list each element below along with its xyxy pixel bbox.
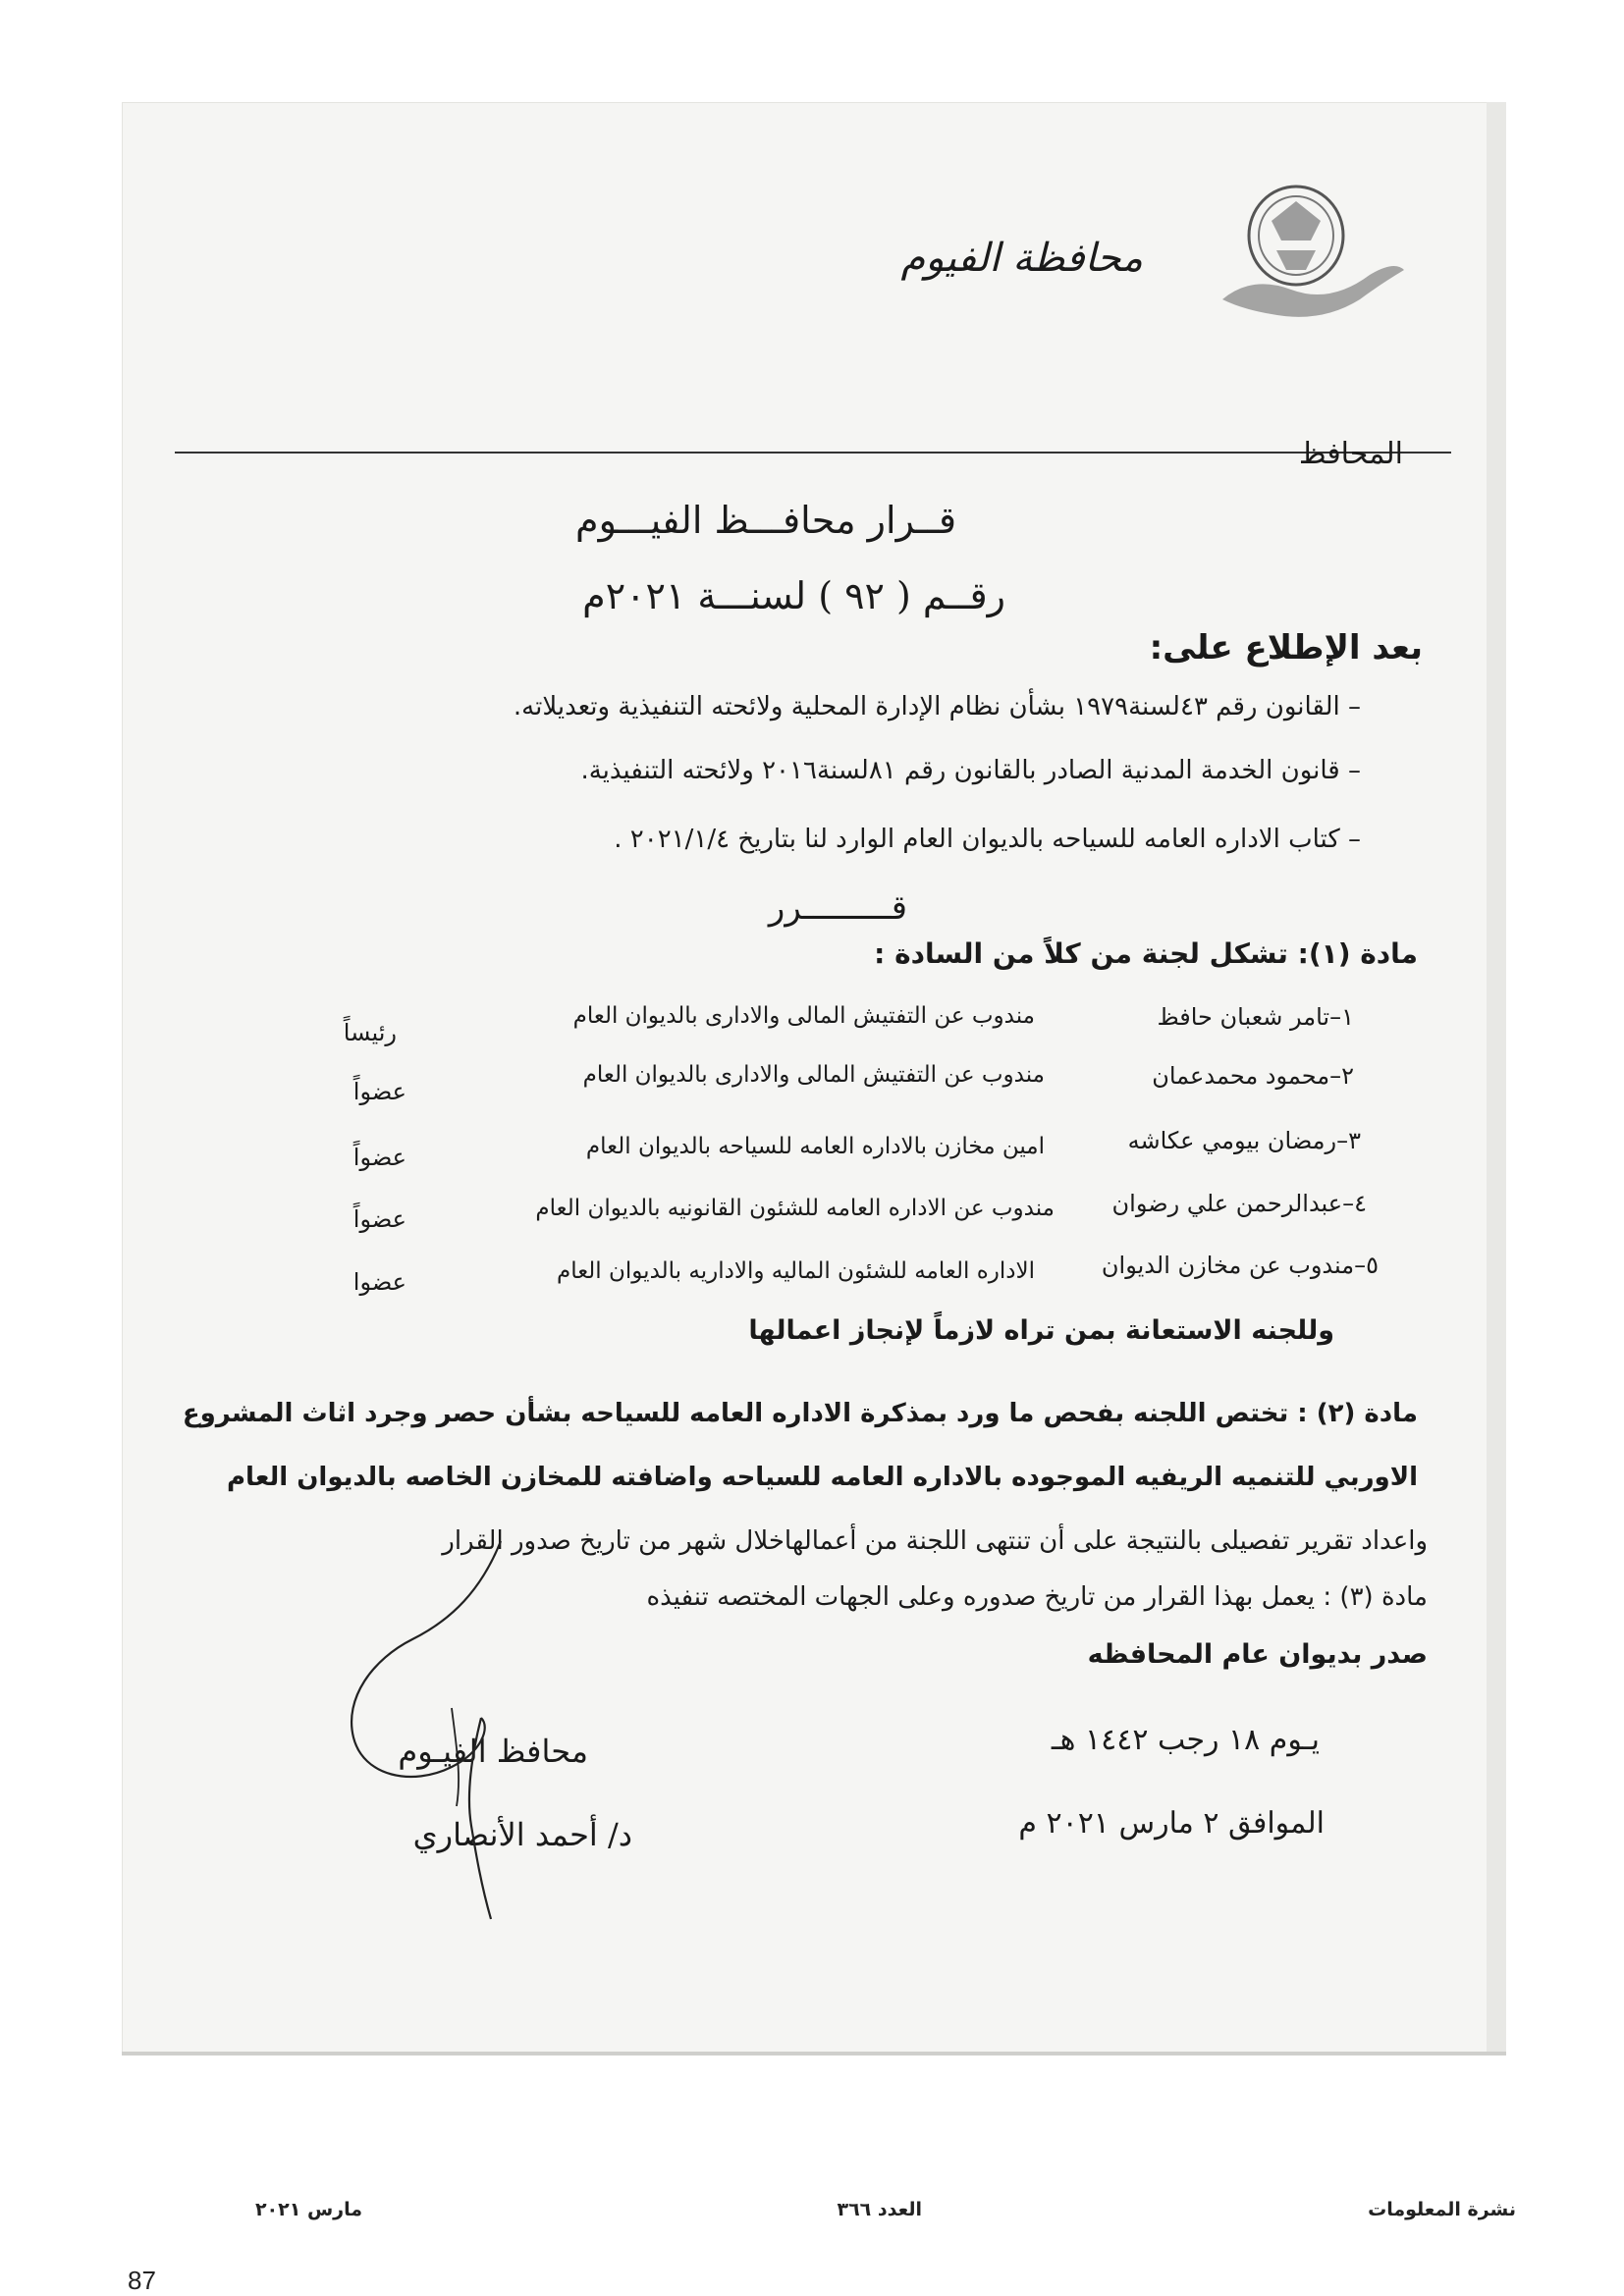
member-position: الاداره العامه للشئون الماليه والاداريه بالديوان العام <box>556 1258 1035 1284</box>
hijri-date: يـوم ١٨ رجب ١٤٤٢ هـ <box>1051 1723 1320 1757</box>
preamble-item-1: – القانون رقم ٤٣لسنة١٩٧٩ بشأن نظام الإدارة المحلية ولائحته التنفيذية وتعديلاته. <box>513 692 1361 721</box>
member-name: ٢–محمود محمدعمان <box>1152 1062 1354 1090</box>
article2-line-2: الاوربي للتنميه الريفيه الموجوده بالاداره العامه للسياحه واضافته للمخازن الخاصه بالديوان العام <box>227 1463 1418 1492</box>
signatory-title: محافظ الفيـوم <box>398 1733 588 1770</box>
member-name: ٥–مندوب عن مخازن الديوان <box>1101 1252 1379 1279</box>
scan-edge-shadow <box>1487 102 1506 2056</box>
member-name: ١–تامر شعبان حافظ <box>1157 1003 1354 1031</box>
gregorian-date: الموافق ٢ مارس ٢٠٢١ م <box>1018 1806 1325 1841</box>
header-divider <box>175 452 1451 454</box>
member-role: رئيساً <box>343 1019 397 1046</box>
footer-date: مارس ٢٠٢١ <box>254 2199 362 2220</box>
member-position: امين مخازن بالاداره العامه للسياحه بالديوان العام <box>585 1134 1045 1159</box>
article3-text: مادة (٣) : يعمل بهذا القرار من تاريخ صدوره وعلى الجهات المختصه تنفيذه <box>646 1582 1428 1612</box>
member-name: ٣–رمضان بيومي عكاشه <box>1127 1127 1361 1154</box>
article2-line-3: واعداد تقرير تفصيلى بالنتيجة على أن تنتهى اللجنة من أعمالهاخلال شهر من تاريخ صدور القرار <box>442 1526 1428 1556</box>
preamble-intro: بعد الإطلاع على: <box>1149 628 1423 667</box>
article1-heading: مادة (١): تشكل لجنة من كلاً من السادة : <box>874 937 1418 970</box>
issued-at: صدر بديوان عام المحافظه <box>1087 1639 1428 1670</box>
governorate-name: محافظة الفيوم <box>900 236 1143 281</box>
member-role: عضواً <box>352 1144 406 1171</box>
member-position: مندوب عن التفتيش المالى والادارى بالديوان العام <box>582 1062 1045 1088</box>
preamble-item-3: – كتاب الاداره العامه للسياحه بالديوان العام الوارد لنا بتاريخ ٢٠٢١/١/٤ . <box>614 825 1361 854</box>
governorate-emblem <box>1213 182 1409 329</box>
member-name: ٤–عبدالرحمن علي رضوان <box>1111 1190 1367 1217</box>
decided-heading: قـــــــــرر <box>768 888 907 928</box>
preamble-item-2: – قانون الخدمة المدنية الصادر بالقانون رقم ٨١لسنة٢٠١٦ ولائحته التنفيذية. <box>580 756 1361 785</box>
member-role: عضواً <box>352 1078 406 1105</box>
page-number: 87 <box>128 2266 156 2295</box>
member-position: مندوب عن الاداره العامه للشئون القانونيه بالديوان العام <box>535 1196 1055 1221</box>
member-position: مندوب عن التفتيش المالى والادارى بالديوان العام <box>572 1003 1035 1029</box>
member-role: عضوا <box>352 1268 406 1296</box>
handwritten-signature <box>334 1531 569 1924</box>
decree-number: رقــم ( ٩٢ ) لسنـــة ٢٠٢١م <box>582 574 1005 617</box>
scan-bottom-edge <box>122 2052 1506 2056</box>
governor-office-label: المحافظ <box>1298 437 1403 471</box>
footer-publication: نشرة المعلومات <box>1368 2199 1516 2220</box>
decree-title: قــرار محافـــظ الفيـــوم <box>575 499 956 542</box>
footer-issue: العدد ٣٦٦ <box>837 2199 922 2220</box>
signatory-name: د/ أحمد الأنصاري <box>412 1816 632 1853</box>
article2-line-1: مادة (٢) : تختص اللجنه بفحص ما ورد بمذكرة الاداره العامه للسياحه بشأن حصر وجرد اثاث المشروع <box>182 1399 1418 1428</box>
article1-assistance: وللجنه الاستعانة بمن تراه لازماً لإنجاز اعمالها <box>748 1315 1334 1346</box>
member-role: عضواً <box>352 1205 406 1233</box>
